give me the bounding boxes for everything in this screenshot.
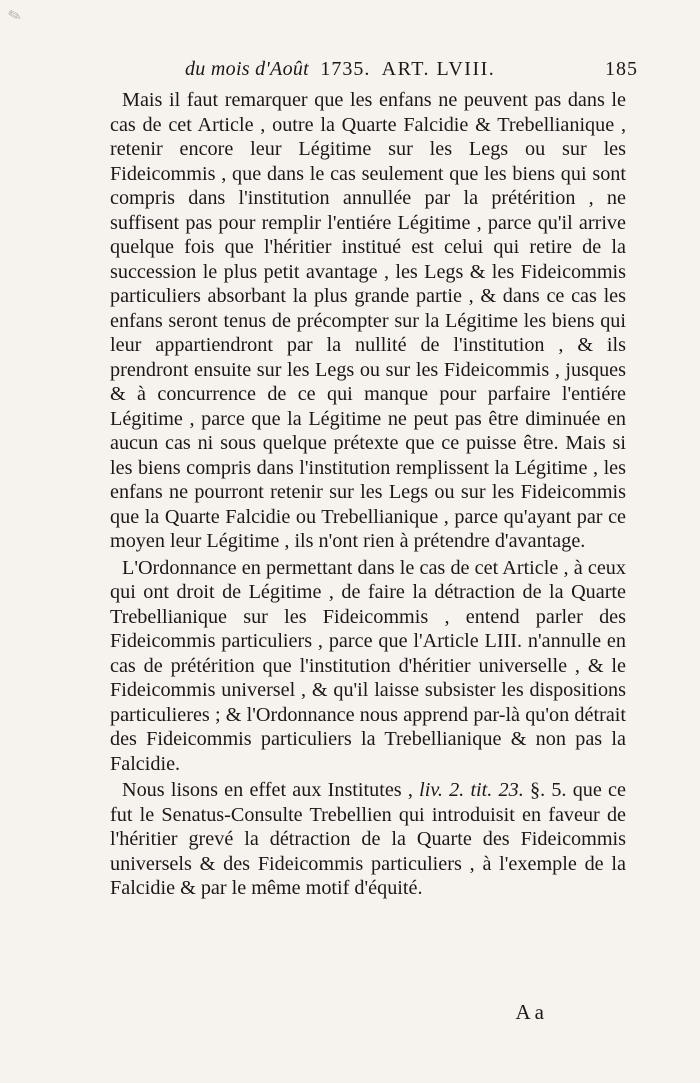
paragraph-2: L'Ordonnance en permettant dans le cas de cet Article , à ceux qui ont droit de Légitime , de faire la détraction de la Quarte Trebellianique sur les Fideicommis , entend parler des Fideicommis particuliers , parce que l'Article LIII. n'annulle en cas de prétérition que l'institution d'héritier universelle , & le Fideicommis universel , & qu'il laisse subsister les dispositions particulieres ; & l'Ordonnance nous apprend par-là qu'on détrait des Fideicommis particuliers la Trebellianique & non pas la Falcidie. bbox=[110, 556, 626, 775]
page-number: 185 bbox=[605, 58, 638, 80]
citation-reference: liv. 2. tit. 23. bbox=[419, 779, 524, 801]
paragraph-3-lead: Nous lisons en effet aux Institutes , bbox=[122, 779, 420, 801]
header-year: 1735. bbox=[320, 58, 371, 80]
signature-mark: Aa bbox=[515, 1000, 548, 1024]
header-article: ART. LVIII. bbox=[381, 58, 496, 80]
header-date: du mois d'Août bbox=[185, 58, 310, 80]
corner-smudge-icon: ✎ bbox=[5, 4, 24, 27]
text-body bbox=[110, 88, 626, 903]
paragraph-3-rest: §. 5. que ce fut le Senatus-Consulte Trebellien qui introduisit en faveur de l'héritier grevé la détraction de la Quarte des Fideicommis universels & des Fideicommis particuliers , à l'exemple de la Falcidie & par le même motif d'équité. bbox=[110, 779, 626, 899]
running-header bbox=[185, 58, 638, 86]
paragraph-3 bbox=[110, 778, 626, 901]
paragraph-1: Mais il faut remarquer que les enfans ne peuvent pas dans le cas de cet Article , outre la Quarte Falcidie & Trebellianique , retenir encore leur Légitime sur les Legs ou sur les Fideicommis , que dans le cas seulement que les biens qui sont compris dans l'institution annullée par la prétérition , ne suffisent pas pour remplir l'entiére Légitime , parce qu'il arrive quelque fois que l'héritier institué est celui qui retire de la succession le plus petit avantage , les Legs & les Fideicommis particuliers absorbant la plus grande partie , & dans ce cas les enfans seront tenus de précompter sur la Légitime les biens qui leur appartiendront par la nullité de l'institution , & ils prendront ensuite sur les Legs ou sur les Fideicommis , jusques & à concurrence de ce qui manque pour parfaire l'entiére Légitime , parce que la Légitime ne peut pas être diminuée en aucun cas ni sous quelque prétexte que ce puisse être. Mais si les biens compris dans l'institution remplissent la Légitime , les enfans ne pourront retenir sur les Legs ou sur les Fideicommis que la Quarte Falcidie ou Trebellianique , parce qu'ayant par ce moyen leur Légitime , ils n'ont rien à prétendre d'avantage. bbox=[110, 89, 626, 552]
